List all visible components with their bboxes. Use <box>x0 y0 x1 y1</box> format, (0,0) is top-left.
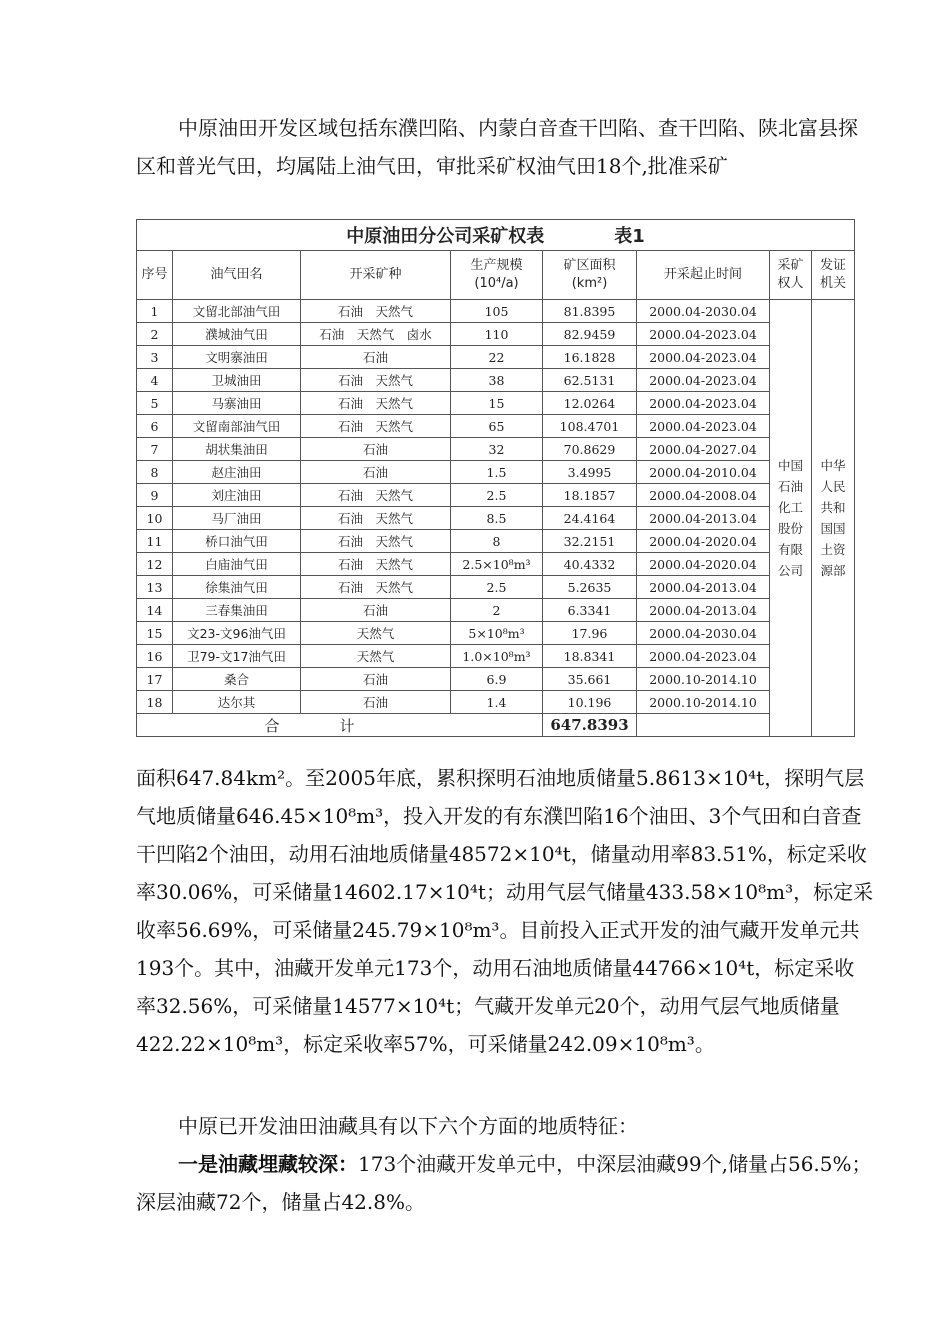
cell-scale: 6.9 <box>451 668 543 691</box>
cell-field-name: 白庙油气田 <box>173 553 301 576</box>
cell-seq: 11 <box>137 530 173 553</box>
header-issuer-line1: 发证 <box>820 258 847 273</box>
cell-scale: 1.0×10⁸m³ <box>451 645 543 668</box>
cell-period: 2000.04-2013.04 <box>637 507 770 530</box>
cell-period: 2000.10-2014.10 <box>637 691 770 714</box>
cell-mineral: 石油 天然气 <box>301 300 451 323</box>
cell-seq: 8 <box>137 461 173 484</box>
issuing-authority-text: 人民 <box>820 479 846 494</box>
cell-seq: 6 <box>137 415 173 438</box>
cell-area: 18.1857 <box>543 484 637 507</box>
cell-field-name: 文明寨油田 <box>173 346 301 369</box>
table-body <box>137 300 855 737</box>
cell-mineral: 天然气 <box>301 645 451 668</box>
cell-seq: 17 <box>137 668 173 691</box>
cell-area: 108.4701 <box>543 415 637 438</box>
cell-area: 40.4332 <box>543 553 637 576</box>
cell-area: 17.96 <box>543 622 637 645</box>
table-row <box>137 415 855 438</box>
cell-seq: 13 <box>137 576 173 599</box>
table-title: 中原油田分公司采矿权表 <box>346 226 545 247</box>
cell-scale: 38 <box>451 369 543 392</box>
cell-field-name: 桑合 <box>173 668 301 691</box>
table-number: 表1 <box>614 226 645 247</box>
table-row <box>137 346 855 369</box>
table-row <box>137 484 855 507</box>
cell-scale: 15 <box>451 392 543 415</box>
cell-seq: 14 <box>137 599 173 622</box>
cell-period: 2000.04-2027.04 <box>637 438 770 461</box>
cell-scale: 32 <box>451 438 543 461</box>
cell-area: 3.4995 <box>543 461 637 484</box>
cell-period: 2000.04-2023.04 <box>637 392 770 415</box>
cell-field-name: 刘庄油田 <box>173 484 301 507</box>
total-area: 647.8393 <box>543 714 637 737</box>
mining-rights-table-container <box>136 219 854 737</box>
header-area-line2: (km²) <box>571 276 608 291</box>
cell-mineral: 天然气 <box>301 622 451 645</box>
table-header-row <box>137 251 855 300</box>
cell-license-holder <box>770 300 812 737</box>
header-seq: 序号 <box>137 251 173 300</box>
cell-mineral: 石油 天然气 <box>301 484 451 507</box>
header-area-line1: 矿区面积 <box>563 258 616 273</box>
cell-period: 2000.04-2008.04 <box>637 484 770 507</box>
cell-scale: 5×10⁸m³ <box>451 622 543 645</box>
cell-mineral: 石油 天然气 <box>301 392 451 415</box>
total-period-empty <box>637 714 770 737</box>
cell-period: 2000.10-2014.10 <box>637 668 770 691</box>
header-scale-line1: 生产规模 <box>470 258 523 273</box>
table-row <box>137 553 855 576</box>
cell-period: 2000.04-2023.04 <box>637 323 770 346</box>
cell-area: 82.9459 <box>543 323 637 346</box>
table-total-row <box>137 714 855 737</box>
intro-paragraph: 中原油田开发区域包括东濮凹陷、内蒙白音查干凹陷、查干凹陷、陕北富县探区和普光气田，均属陆上油气田，审批采矿权油气田18个,批准采矿 <box>136 116 858 178</box>
table-row <box>137 438 855 461</box>
cell-field-name: 桥口油气田 <box>173 530 301 553</box>
cell-mineral: 石油 天然气 <box>301 553 451 576</box>
cell-field-name: 赵庄油田 <box>173 461 301 484</box>
table-row <box>137 461 855 484</box>
cell-seq: 15 <box>137 622 173 645</box>
cell-field-name: 徐集油气田 <box>173 576 301 599</box>
issuing-authority-text: 国国 <box>820 521 846 536</box>
cell-period: 2000.04-2023.04 <box>637 645 770 668</box>
cell-seq: 9 <box>137 484 173 507</box>
cell-mineral: 石油 天然气 <box>301 415 451 438</box>
cell-field-name: 马厂油田 <box>173 507 301 530</box>
feature-one-text: 173个油藏开发单元中，中深层油藏99个,储量占56.5%；深层油藏72个，储量占42.8%。 <box>136 1152 872 1214</box>
cell-scale: 22 <box>451 346 543 369</box>
cell-field-name: 文留北部油气田 <box>173 300 301 323</box>
cell-seq: 5 <box>137 392 173 415</box>
cell-scale: 105 <box>451 300 543 323</box>
header-issuer <box>812 251 855 300</box>
cell-scale: 2.5 <box>451 576 543 599</box>
cell-area: 5.2635 <box>543 576 637 599</box>
cell-mineral: 石油 <box>301 668 451 691</box>
issuing-authority-text: 土资 <box>820 542 846 557</box>
header-holder <box>770 251 812 300</box>
total-label: 合计 <box>137 714 543 737</box>
header-area <box>543 251 637 300</box>
cell-period: 2000.04-2023.04 <box>637 346 770 369</box>
cell-seq: 1 <box>137 300 173 323</box>
cell-area: 10.196 <box>543 691 637 714</box>
cell-scale: 8 <box>451 530 543 553</box>
cell-period: 2000.04-2020.04 <box>637 553 770 576</box>
header-holder-line2: 权人 <box>777 276 804 291</box>
table-caption <box>137 220 855 251</box>
cell-scale: 2 <box>451 599 543 622</box>
header-field-name: 油气田名 <box>173 251 301 300</box>
issuing-authority-text: 源部 <box>820 563 846 578</box>
license-holder-text: 化工 <box>777 500 803 515</box>
cell-mineral: 石油 天然气 <box>301 507 451 530</box>
cell-field-name: 文23-文96油气田 <box>173 622 301 645</box>
table-row <box>137 668 855 691</box>
cell-seq: 2 <box>137 323 173 346</box>
table-row <box>137 392 855 415</box>
table-row <box>137 645 855 668</box>
cell-area: 18.8341 <box>543 645 637 668</box>
cell-seq: 12 <box>137 553 173 576</box>
table-row <box>137 599 855 622</box>
reserves-paragraph: 面积647.84km²。至2005年底，累积探明石油地质储量5.8613×10⁴t，探明气层气地质储量646.45×10⁸m³，投入开发的有东濮凹陷16个油田、3个气田和白音查干凹陷2个油田，动用石油地质储量48572×10⁴t，储量动用率83.51%，标定采收率30.06%，可采储量14602.17×10⁴t；动用气层气储量433.58×10⁸m³，标定采收率56.69%，可采储量245.79×10⁸m³。目前投入正式开发的油气藏开发单元共193个。其中，油藏开发单元173个，动用石油地质储量44766×10⁴t，标定采收率32.56%，可采储量14577×10⁴t；气藏开发单元20个，动用气层气地质储量422.22×10⁸m³，标定采收率57%，可采储量242.09×10⁸m³。 <box>136 766 874 1056</box>
feature-one-paragraph <box>136 1145 874 1221</box>
header-period: 开采起止时间 <box>637 251 770 300</box>
header-holder-line1: 采矿 <box>777 258 804 273</box>
cell-scale: 2.5×10⁸m³ <box>451 553 543 576</box>
table-row <box>137 323 855 346</box>
cell-mineral: 石油 <box>301 438 451 461</box>
header-issuer-line2: 机关 <box>820 276 847 291</box>
cell-mineral: 石油 <box>301 599 451 622</box>
cell-period: 2000.04-2030.04 <box>637 622 770 645</box>
cell-seq: 16 <box>137 645 173 668</box>
cell-seq: 10 <box>137 507 173 530</box>
table-row <box>137 691 855 714</box>
license-holder-text: 中国 <box>777 458 803 473</box>
table-row <box>137 576 855 599</box>
cell-field-name: 三春集油田 <box>173 599 301 622</box>
feature-one-lead: 一是油藏埋藏较深： <box>178 1152 358 1176</box>
cell-mineral: 石油 天然气 <box>301 576 451 599</box>
cell-area: 12.0264 <box>543 392 637 415</box>
cell-field-name: 达尔其 <box>173 691 301 714</box>
table-row <box>137 530 855 553</box>
cell-seq: 18 <box>137 691 173 714</box>
license-holder-text: 股份 <box>777 521 803 536</box>
cell-mineral: 石油 天然气 <box>301 369 451 392</box>
cell-field-name: 文留南部油气田 <box>173 415 301 438</box>
cell-period: 2000.04-2010.04 <box>637 461 770 484</box>
cell-issuing-authority <box>812 300 855 737</box>
cell-area: 62.5131 <box>543 369 637 392</box>
cell-field-name: 卫城油田 <box>173 369 301 392</box>
table-row <box>137 622 855 645</box>
cell-mineral: 石油 <box>301 691 451 714</box>
cell-field-name: 濮城油气田 <box>173 323 301 346</box>
mining-rights-table <box>136 219 855 737</box>
license-holder-text: 石油 <box>777 479 803 494</box>
cell-period: 2000.04-2023.04 <box>637 415 770 438</box>
cell-scale: 110 <box>451 323 543 346</box>
cell-seq: 3 <box>137 346 173 369</box>
cell-area: 16.1828 <box>543 346 637 369</box>
cell-area: 24.4164 <box>543 507 637 530</box>
table-row <box>137 300 855 323</box>
cell-field-name: 卫79-文17油气田 <box>173 645 301 668</box>
license-holder-text: 有限 <box>777 542 803 557</box>
header-scale-line2: (10⁴/a) <box>474 276 519 291</box>
cell-area: 35.661 <box>543 668 637 691</box>
features-intro-paragraph: 中原已开发油田油藏具有以下六个方面的地质特征： <box>178 1114 638 1138</box>
issuing-authority-text: 共和 <box>820 500 846 515</box>
cell-seq: 4 <box>137 369 173 392</box>
cell-field-name: 胡状集油田 <box>173 438 301 461</box>
cell-scale: 8.5 <box>451 507 543 530</box>
header-mineral: 开采矿种 <box>301 251 451 300</box>
cell-mineral: 石油 <box>301 346 451 369</box>
cell-area: 6.3341 <box>543 599 637 622</box>
cell-scale: 2.5 <box>451 484 543 507</box>
cell-period: 2000.04-2020.04 <box>637 530 770 553</box>
cell-period: 2000.04-2030.04 <box>637 300 770 323</box>
cell-mineral: 石油 天然气 卤水 <box>301 323 451 346</box>
license-holder-text: 公司 <box>777 563 803 578</box>
cell-scale: 1.5 <box>451 461 543 484</box>
cell-mineral: 石油 天然气 <box>301 530 451 553</box>
cell-area: 70.8629 <box>543 438 637 461</box>
header-scale <box>451 251 543 300</box>
cell-field-name: 马寨油田 <box>173 392 301 415</box>
cell-area: 32.2151 <box>543 530 637 553</box>
table-row <box>137 507 855 530</box>
table-row <box>137 369 855 392</box>
cell-period: 2000.04-2013.04 <box>637 576 770 599</box>
cell-scale: 65 <box>451 415 543 438</box>
cell-period: 2000.04-2023.04 <box>637 369 770 392</box>
cell-mineral: 石油 <box>301 461 451 484</box>
cell-scale: 1.4 <box>451 691 543 714</box>
issuing-authority-text: 中华 <box>820 458 846 473</box>
cell-period: 2000.04-2013.04 <box>637 599 770 622</box>
cell-area: 81.8395 <box>543 300 637 323</box>
cell-seq: 7 <box>137 438 173 461</box>
